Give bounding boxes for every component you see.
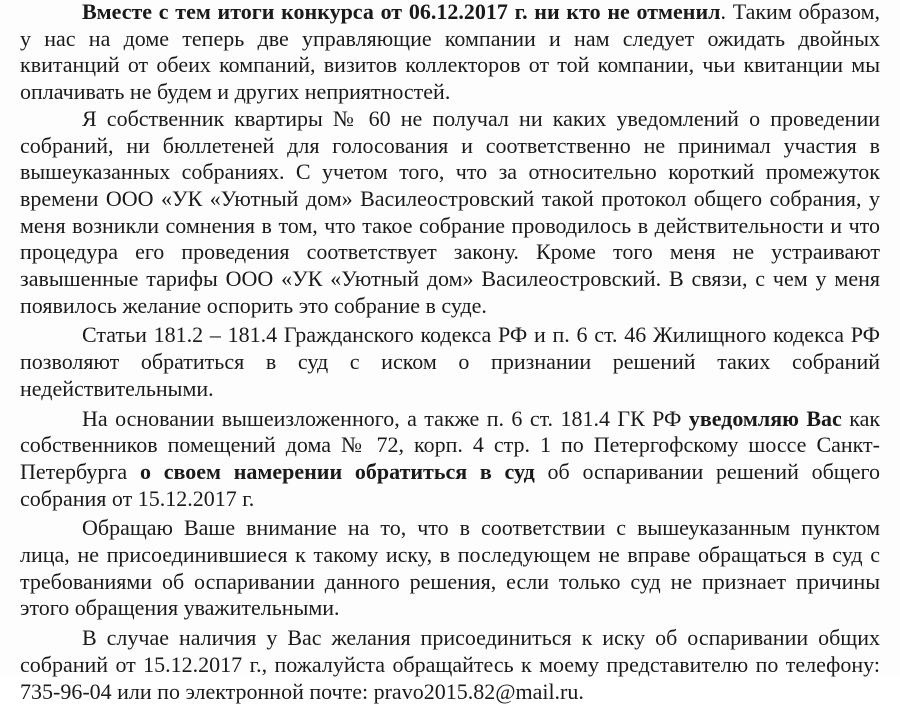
- paragraph-contest-results: [20, 0, 880, 106]
- notification-bold-b: о своем намерении обратиться в суд: [139, 458, 535, 484]
- notification-text-c: об оспаривании решений общего собрания от 15.12.2017 г.: [20, 458, 880, 511]
- contest-results-text: . Таким образом, у нас на доме теперь две управляющие компании и нам следует ожидать двойных квитанций от обеих компаний, визитов коллекторов от той компании, чьи квитанции мы оплачивать не будем и других неприятностей.: [20, 0, 881, 105]
- letter-body: [20, 0, 880, 705]
- paragraph-notification: [20, 406, 880, 513]
- notification-text-b: как собственников помещений дома № 72, корп. 4 стр. 1 по Петергофскому шоссе Санкт-Петербурга: [20, 405, 881, 484]
- paragraph-attention: [20, 515, 880, 622]
- notification-bold-a: уведомляю Вас: [688, 405, 842, 431]
- owner-statement-text: Я собственник квартиры № 60 не получал ни каких уведомлений о проведении собраний, ни бюллетеней для голосования и соответственно не принимал участия в вышеуказанных собраниях. С учетом того, что за относительно короткий промежуток времени ООО «УК «Уютный дом» Василеостровский такой протокол общего собрания, у меня возникли сомнения в том, что такое собрание проводилось в действительности и что процедура его проведения соответствует закону. Кроме того меня не устраивают завышенные тарифы ООО «УК «Уютный дом» Василеостровский. В связи, с чем у меня появилось желание оспорить это собрание в суде.: [20, 105, 880, 318]
- contact-text: В случае наличия у Вас желания присоединиться к иску об оспаривании общих собраний от 15.12.2017 г., пожалуйста обращайтесь к моему представителю по телефону: 735-96-04 или по электронной почте: pravo2015.82@mail.ru.: [20, 625, 880, 704]
- contest-results-bold: Вместе с тем итоги конкурса от 06.12.2017 г. ни кто не отменил: [82, 0, 721, 24]
- paragraph-contact: [20, 625, 880, 705]
- paragraph-owner-statement: [20, 106, 880, 320]
- attention-text: Обращаю Ваше внимание на то, что в соответствии с вышеуказанным пунктом лица, не присоединившиеся к такому иску, в последующем не вправе обращаться в суд с требованиями об оспаривании данного решения, если только суд не признает причины этого обращения уважительными.: [20, 515, 880, 621]
- paragraph-legal-basis: [20, 322, 880, 402]
- legal-basis-text: Статьи 181.2 – 181.4 Гражданского кодекса РФ и п. 6 ст. 46 Жилищного кодекса РФ позволяют обратиться в суд с иском о признании решений таких собраний недействительными.: [20, 322, 880, 401]
- notification-text-a: На основании вышеизложенного, а также п. 6 ст. 181.4 ГК РФ: [82, 405, 689, 431]
